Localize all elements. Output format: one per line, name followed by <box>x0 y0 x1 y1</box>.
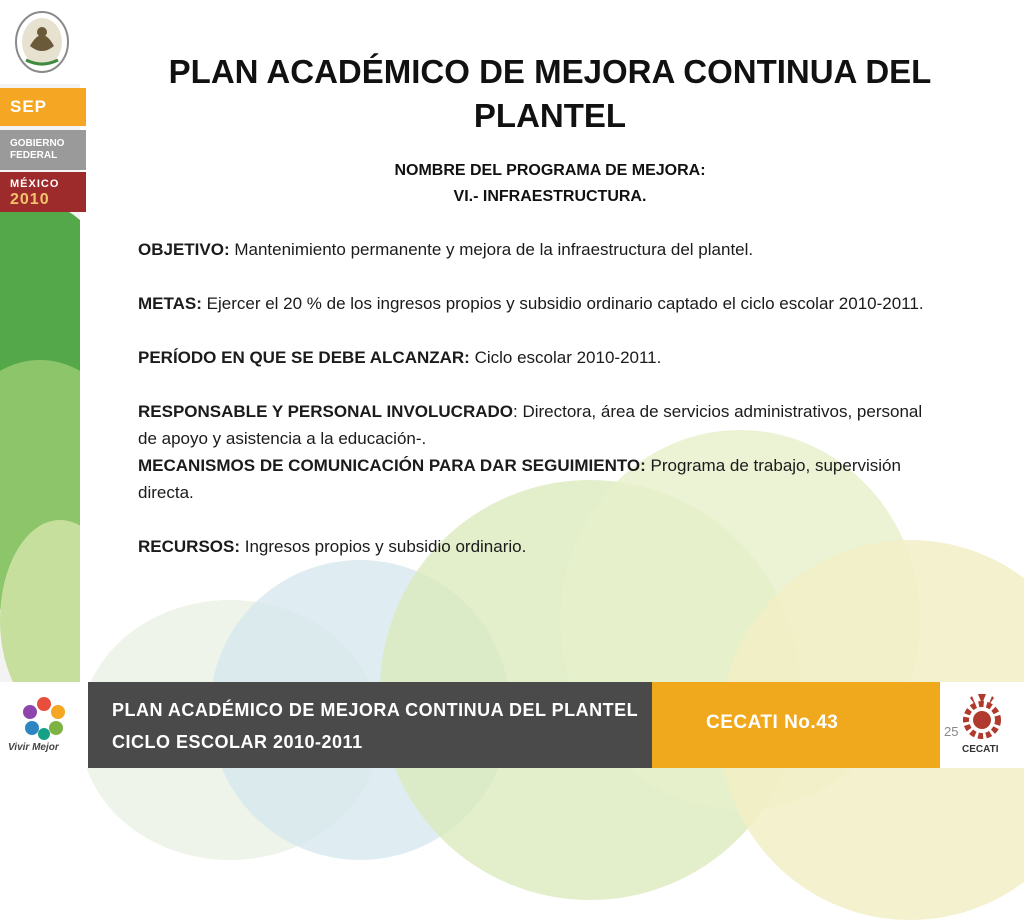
federal-label: FEDERAL <box>10 150 58 161</box>
mexico-2010-logo <box>0 172 86 212</box>
sep-label: SEP <box>10 97 48 116</box>
recursos-paragraph <box>138 533 928 560</box>
responsable-label: RESPONSABLE Y PERSONAL INVOLUCRADO <box>138 402 514 421</box>
vivir-mejor-flower-icon <box>16 694 72 742</box>
program-name-label: NOMBRE DEL PROGRAMA DE MEJORA: <box>394 162 706 179</box>
metas-paragraph <box>138 290 928 317</box>
recursos-label: RECURSOS: <box>138 537 241 556</box>
program-name-value: VI.- INFRAESTRUCTURA. <box>453 188 647 205</box>
footer-left-panel <box>0 682 88 768</box>
footer-school-year: CICLO ESCOLAR 2010-2011 <box>112 732 363 752</box>
periodo-paragraph <box>138 344 928 371</box>
footer-cecati-number: CECATI No.43 <box>706 712 839 733</box>
objetivo-paragraph <box>138 236 928 263</box>
recursos-text: Ingresos propios y subsidio ordinario. <box>240 537 527 556</box>
metas-text: Ejercer el 20 % de los ingresos propios y subsidio ordinario captado el ciclo escolar 2010-2011. <box>201 294 924 313</box>
cecati-logo-label: CECATI <box>962 744 999 755</box>
mecanismos-paragraph <box>138 452 928 506</box>
gobierno-label: GOBIERNO <box>10 138 65 149</box>
gobierno-federal-logo <box>0 130 86 170</box>
periodo-text: Ciclo escolar 2010-2011. <box>469 348 662 367</box>
left-sidebar-band <box>0 0 86 682</box>
responsable-text: : Directora, área de servicios administrativos, personal de apoyo y asistencia a la educación-. <box>138 402 923 448</box>
metas-label: METAS: <box>138 294 202 313</box>
responsable-paragraph <box>138 398 928 452</box>
objetivo-label: OBJETIVO: <box>138 240 230 259</box>
vivir-mejor-label: Vivir Mejor <box>8 742 59 753</box>
slide-title: PLAN ACADÉMICO DE MEJORA CONTINUA DEL PLANTEL <box>168 53 932 134</box>
slide-footer <box>0 682 1024 768</box>
periodo-label: PERÍODO EN QUE SE DEBE ALCANZAR: <box>138 348 470 367</box>
mexico-label: MÉXICO <box>10 178 60 190</box>
year-label: 2010 <box>10 191 50 208</box>
mecanismos-label: MECANISMOS DE COMUNICACIÓN PARA DAR SEGUIMIENTO: <box>138 456 646 475</box>
objetivo-text: Mantenimiento permanente y mejora de la infraestructura del plantel. <box>229 240 754 259</box>
footer-plan-title: PLAN ACADÉMICO DE MEJORA CONTINUA DEL PLANTEL <box>112 700 639 720</box>
page-number: 25 <box>944 724 959 739</box>
mecanismos-text: Programa de trabajo, supervisión directa. <box>138 456 901 502</box>
mexico-shield-icon <box>12 6 72 78</box>
sep-logo <box>0 88 86 126</box>
slide-subtitle <box>120 158 980 210</box>
slide-body <box>138 236 928 560</box>
cecati-gear-icon <box>960 690 1004 742</box>
